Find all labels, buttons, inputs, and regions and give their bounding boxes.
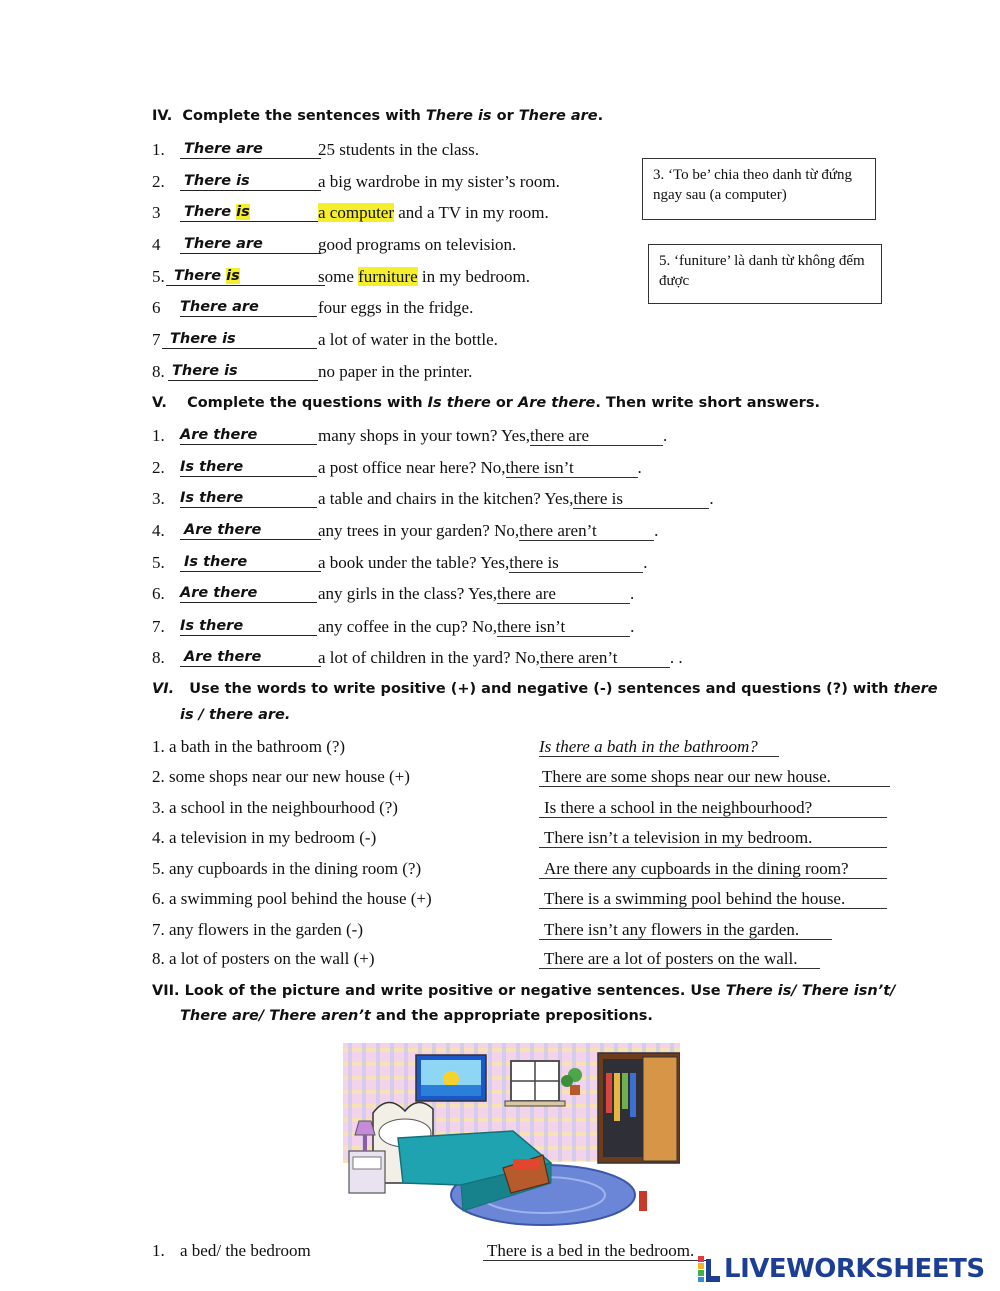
sentence-text: and a TV in my room. [394,203,549,222]
question-text: a post office near here? No, [318,458,506,477]
answer-text: Is there a school in the neighbourhood? [539,799,887,818]
period: . [643,553,648,572]
item-number: 7. [152,617,165,636]
item-number: 5. [152,267,165,286]
answer-text: Are there any cupboards in the dining room? [539,860,887,879]
period: . [709,489,714,508]
period: . [637,458,642,477]
short-answer-blank[interactable] [530,427,663,446]
sentence-text: 25 students in the class. [318,140,480,159]
s4-item-4 [152,235,517,255]
s5-item-3 [152,489,714,509]
item-number: 2. [152,458,165,477]
title-text: there [893,681,938,697]
sentence-text: no paper in the printer. [318,362,473,381]
period: . [629,584,635,603]
s5-item-7 [152,617,635,637]
s7-item-1 [152,1241,311,1261]
answer-blank[interactable]: Is there [180,489,317,508]
title-text: or [491,108,519,124]
s6-answer-1[interactable] [539,737,779,757]
answer-text: There [184,204,237,220]
s4-item-8 [152,362,473,382]
answer-blank[interactable]: There is [162,330,317,349]
sentence-text: four eggs in the fridge. [318,298,474,317]
title-text: There are/ There aren’t [180,1008,371,1024]
section-vi-title [152,681,938,697]
question-text: a table and chairs in the kitchen? Yes, [318,489,574,508]
title-text: Use the words to write positive (+) and negative (-) sentences and questions (?) with [189,681,894,697]
highlighted-answer: is [226,268,240,284]
section-numeral: VI. [152,681,175,697]
item-number: 6 [152,298,161,317]
short-answer-text: there aren’t [519,521,597,540]
s4-item-3 [152,203,549,223]
period: . [654,521,659,540]
s6-answer-7[interactable] [539,920,832,940]
answer-blank[interactable]: There is [180,172,321,191]
item-number: 2. [152,172,165,191]
title-text: There is [425,108,492,124]
sentence-text: some [318,267,359,286]
item-number: 1. [152,1241,165,1260]
item-number: 1. [152,140,165,159]
answer-blank[interactable]: Are there [180,521,321,540]
item-number: 4. [152,521,165,540]
s6-answer-8[interactable] [539,949,820,969]
title-text: Look of the picture and write positive or negative sentences. Use [184,983,726,999]
title-text: Is there [427,395,491,411]
short-answer-text: there aren’t [539,648,618,667]
sentence-text: a big wardrobe in my sister’s room. [318,172,560,191]
s4-item-5 [152,267,531,287]
answer-text: There [174,268,227,284]
s4-item-2 [152,172,560,192]
short-answer-text: there is [573,489,623,508]
sentence-text: good programs on television. [318,235,517,254]
s7-answer-1[interactable] [483,1241,709,1261]
sentence-text: in my bedroom. [417,267,531,286]
s6-answer-5[interactable] [539,859,887,879]
bedroom-picture [343,1043,680,1231]
item-number: 8. [152,648,165,667]
short-answer-blank[interactable] [540,649,670,668]
section-v-title [152,395,820,411]
section-iv-title [152,108,603,124]
answer-blank[interactable] [180,203,321,222]
period: . [663,426,668,445]
answer-blank[interactable]: There are [180,140,321,159]
s6-prompt-6: 6. a swimming pool behind the house (+) [152,889,432,908]
s5-item-8 [152,648,683,668]
question-text: any girls in the class? Yes, [318,584,497,603]
title-text: and the appropriate prepositions. [370,1008,653,1024]
short-answer-text: there is [509,553,559,572]
logo-text: LIVEWORKSHEETS [724,1254,985,1284]
bedroom-illustration [343,1043,680,1231]
answer-blank[interactable]: Are there [180,584,317,603]
s6-prompt-7: 7. any flowers in the garden (-) [152,920,364,939]
s6-prompt-5: 5. any cupboards in the dining room (?) [152,859,422,878]
question-text: a book under the table? Yes, [318,553,510,572]
section-numeral: IV. [152,108,173,124]
title-text: Complete the questions with [187,395,428,411]
s5-item-5 [152,553,648,573]
answer-blank[interactable] [166,267,325,286]
section-numeral: V. [152,395,167,411]
s6-prompt-2: 2. some shops near our new house (+) [152,767,410,786]
item-number: 3. [152,489,165,508]
item-number: 6. [152,584,165,603]
answer-blank[interactable]: Is there [180,617,317,636]
answer-text: Is there a bath in the bathroom? [539,738,779,757]
section-vii-title [152,983,895,999]
title-text: . [597,108,604,124]
title-text: or [490,395,518,411]
short-answer-blank[interactable] [519,522,654,541]
s6-answer-2[interactable] [539,767,890,787]
item-number: 1. [152,426,165,445]
s5-item-2 [152,458,642,478]
s6-prompt-8: 8. a lot of posters on the wall (+) [152,949,375,968]
section-vi-title-line2 [180,707,290,723]
item-number: 7 [152,330,161,349]
title-text: Complete the sentences with [182,108,426,124]
highlighted-answer: is [236,204,250,220]
short-answer-blank[interactable] [506,459,638,478]
s6-prompt-3: 3. a school in the neighbourhood (?) [152,798,398,817]
s5-item-6 [152,584,635,604]
title-text: Are there [518,395,596,411]
short-answer-blank[interactable] [509,554,643,573]
logo-icon [698,1256,720,1282]
note-box-3: 3. ‘To be’ chia theo danh từ đứng ngay sau (a computer) [642,158,876,220]
s4-item-1 [152,140,480,160]
period: . [630,617,635,636]
title-text: is / there are. [180,707,291,723]
answer-blank[interactable]: Is there [180,458,317,477]
item-number: 4 [152,235,161,254]
note-box-5: 5. ‘funiture’ là danh từ không đếm được [648,244,882,304]
title-text: There are [518,108,598,124]
item-number: 3 [152,203,161,222]
title-text: . Then write short answers. [595,395,820,411]
short-answer-blank[interactable] [497,585,630,604]
s6-answer-6[interactable] [539,889,887,909]
section-numeral: VII. [152,983,180,999]
s6-prompt-4: 4. a television in my bedroom (-) [152,828,377,847]
s5-item-4 [152,521,659,541]
answer-text: There isn’t any flowers in the garden. [539,921,832,940]
short-answer-text: there are [496,584,556,603]
answer-blank[interactable]: There is [168,362,318,381]
answer-text: There isn’t a television in my bedroom. [539,829,887,848]
s4-item-7 [152,330,498,350]
answer-text: There is a swimming pool behind the house. [539,890,887,909]
question-text: a lot of children in the yard? No, [318,648,540,667]
period: . . [669,648,683,667]
item-number: 8. [152,362,165,381]
question-text: any trees in your garden? No, [318,521,520,540]
highlighted-noun: furniture [358,267,418,286]
answer-text: There is a bed in the bedroom. [483,1242,709,1261]
item-number: 5. [152,553,165,572]
title-text: There is/ There isn’t/ [725,983,896,999]
s5-item-1 [152,426,668,446]
section-vii-title-line2 [180,1008,653,1024]
s6-answer-3[interactable] [539,798,887,818]
answer-text: There are some shops near our new house. [539,768,890,787]
prompt-text: a bed/ the bedroom [180,1241,311,1260]
answer-blank[interactable]: There are [180,235,321,254]
answer-blank[interactable]: Are there [180,648,321,667]
question-text: many shops in your town? Yes, [318,426,531,445]
highlighted-noun: a computer [318,203,394,222]
answer-text: There are a lot of posters on the wall. [539,950,820,969]
logo-mark-icon [698,1256,720,1282]
short-answer-blank[interactable] [497,618,630,637]
sentence-text: a lot of water in the bottle. [318,330,498,349]
answer-blank[interactable]: There are [180,298,317,317]
answer-blank[interactable]: Is there [180,553,321,572]
short-answer-text: there isn’t [497,617,566,636]
question-text: any coffee in the cup? No, [318,617,498,636]
s6-answer-4[interactable] [539,828,887,848]
answer-blank[interactable]: Are there [180,426,317,445]
short-answer-text: there isn’t [505,458,574,477]
short-answer-blank[interactable] [573,490,709,509]
liveworksheets-logo [698,1254,985,1284]
s4-item-6 [152,298,474,318]
s6-prompt-1: 1. a bath in the bathroom (?) [152,737,346,756]
short-answer-text: there are [530,426,590,445]
